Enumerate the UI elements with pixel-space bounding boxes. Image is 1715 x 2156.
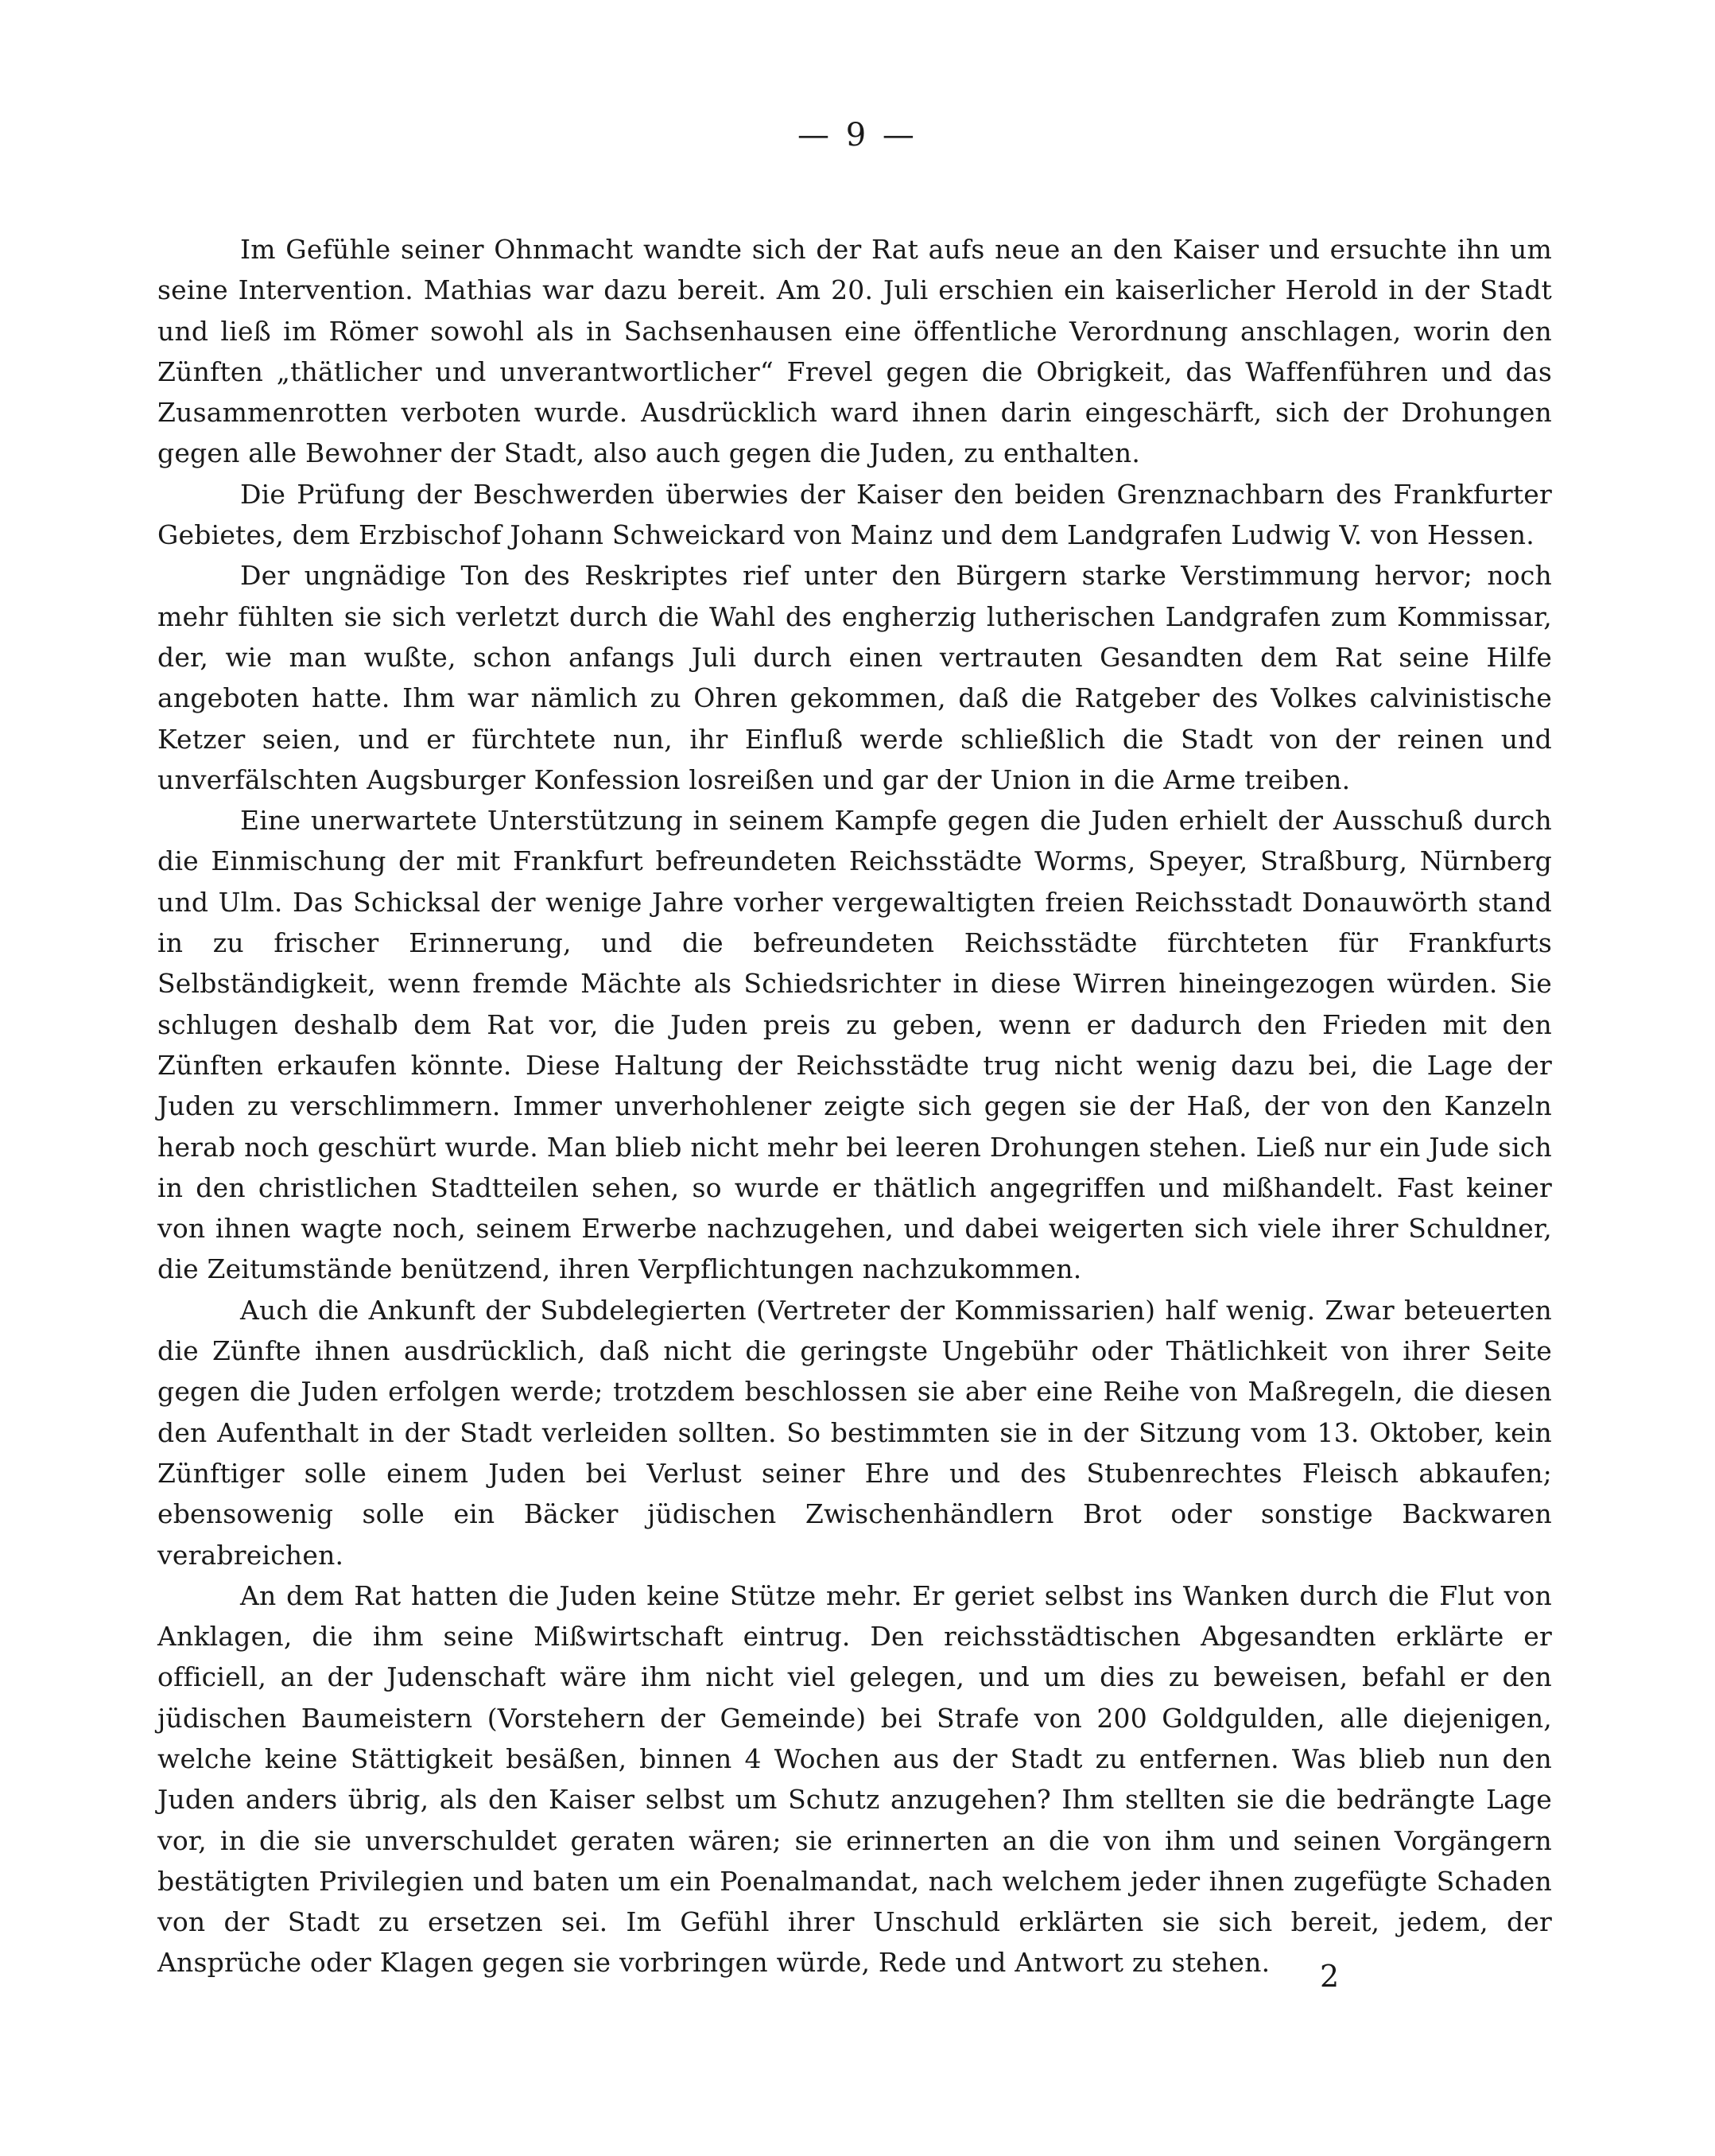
signature-mark: 2 bbox=[1320, 1959, 1340, 1994]
paragraph: Der ungnädige Ton des Reskriptes rief unter den Bürgern starke Verstimmung hervor; noch mehr fühlten sie sich verletzt durch die Wahl des engherzig lutherischen Landgrafen zum Kommissar, der, wie man wußte, schon anfangs Juli durch einen vertrauten Gesandten dem Rat seine Hilfe angeboten hatte. Ihm war nämlich zu Ohren gekommen, daß die Ratgeber des Volkes calvinistische Ketzer seien, und er fürchtete nun, ihr Einfluß werde schließlich die Stadt von der reinen und unverfälschten Augsburger Konfession losreißen und gar der Union in die Arme treiben. bbox=[157, 560, 1552, 795]
paragraph: Auch die Ankunft der Subdelegierten (Vertreter der Kommissarien) half wenig. Zwar beteuerten die Zünfte ihnen ausdrücklich, daß nicht die geringste Ungebühr oder Thätlichkeit von ihrer Seite gegen die Juden erfolgen werde; trotzdem beschlossen sie aber eine Reihe von Maßregeln, die diesen den Aufenthalt in der Stadt verleiden sollten. So bestimmten sie in der Sitzung vom 13. Oktober, kein Zünftiger solle einem Juden bei Verlust seiner Ehre und des Stubenrechtes Fleisch abkaufen; ebensowenig solle ein Bäcker jüdischen Zwischenhändlern Brot oder sonstige Backwaren verabreichen. bbox=[157, 1294, 1552, 1571]
paragraph: An dem Rat hatten die Juden keine Stütze mehr. Er geriet selbst ins Wanken durch die Flut von Anklagen, die ihm seine Mißwirtschaft eintrug. Den reichsstädtischen Abgesandten erklärte er officiell, an der Judenschaft wäre ihm nicht viel gelegen, und um dies zu beweisen, befahl er den jüdischen Baumeistern (Vorstehern der Gemeinde) bei Strafe von 200 Goldgulden, alle diejenigen, welche keine Stättigkeit besäßen, binnen 4 Wochen aus der Stadt zu entfernen. Was blieb nun den Juden anders übrig, als den Kaiser selbst um Schutz anzugehen? Ihm stellten sie die bedrängte Lage vor, in die sie unverschuldet geraten wären; sie erinnerten an die von ihm und seinen Vorgängern bestätigten Privilegien und baten um ein Poenalmandat, nach welchem jeder ihnen zugefügte Schaden von der Stadt zu ersetzen sei. Im Gefühl ihrer Unschuld erklärten sie sich bereit, jedem, der Ansprüche oder Klagen gegen sie vorbringen würde, Rede und Antwort zu stehen. bbox=[157, 1579, 1552, 1979]
paragraph: Die Prüfung der Beschwerden überwies der Kaiser den beiden Grenznachbarn des Frankfurter Gebietes, dem Erzbischof Johann Schweickard von Mainz und dem Landgrafen Ludwig V. von Hessen. bbox=[157, 478, 1552, 551]
body-text bbox=[157, 229, 1552, 1983]
paragraph: Eine unerwartete Unterstützung in seinem Kampfe gegen die Juden erhielt der Ausschuß durch die Einmischung der mit Frankfurt befreundeten Reichsstädte Worms, Speyer, Straßburg, Nürnberg und Ulm. Das Schicksal der wenige Jahre vorher vergewaltigten freien Reichsstadt Donauwörth stand in zu frischer Erinnerung, und die befreundeten Reichsstädte fürchteten für Frankfurts Selbständigkeit, wenn fremde Mächte als Schiedsrichter in diese Wirren hineingezogen würden. Sie schlugen deshalb dem Rat vor, die Juden preis zu geben, wenn er dadurch den Frieden mit den Zünften erkaufen könnte. Diese Haltung der Reichsstädte trug nicht wenig dazu bei, die Lage der Juden zu verschlimmern. Immer unverhohlener zeigte sich gegen sie der Haß, der von den Kanzeln herab noch geschürt wurde. Man blieb nicht mehr bei leeren Drohungen stehen. Ließ nur ein Jude sich in den christlichen Stadtteilen sehen, so wurde er thätlich angegriffen und mißhandelt. Fast keiner von ihnen wagte noch, seinem Erwerbe nachzugehen, und dabei weigerten sich viele ihrer Schuldner, die Zeitumstände benützend, ihren Verpflichtungen nachzukommen. bbox=[157, 805, 1552, 1285]
page-number: — 9 — bbox=[797, 117, 918, 153]
paragraph: Im Gefühle seiner Ohnmacht wandte sich der Rat aufs neue an den Kaiser und ersuchte ihn um seine Intervention. Mathias war dazu bereit. Am 20. Juli erschien ein kaiserlicher Herold in der Stadt und ließ im Römer sowohl als in Sachsenhausen eine öffentliche Verordnung anschlagen, worin den Zünften „thätlicher und unverantwortlicher“ Frevel gegen die Obrigkeit, das Waffenführen und das Zusammenrotten verboten wurde. Ausdrücklich ward ihnen darin eingeschärft, sich der Drohungen gegen alle Bewohner der Stadt, also auch gegen die Juden, zu enthalten. bbox=[157, 234, 1552, 469]
